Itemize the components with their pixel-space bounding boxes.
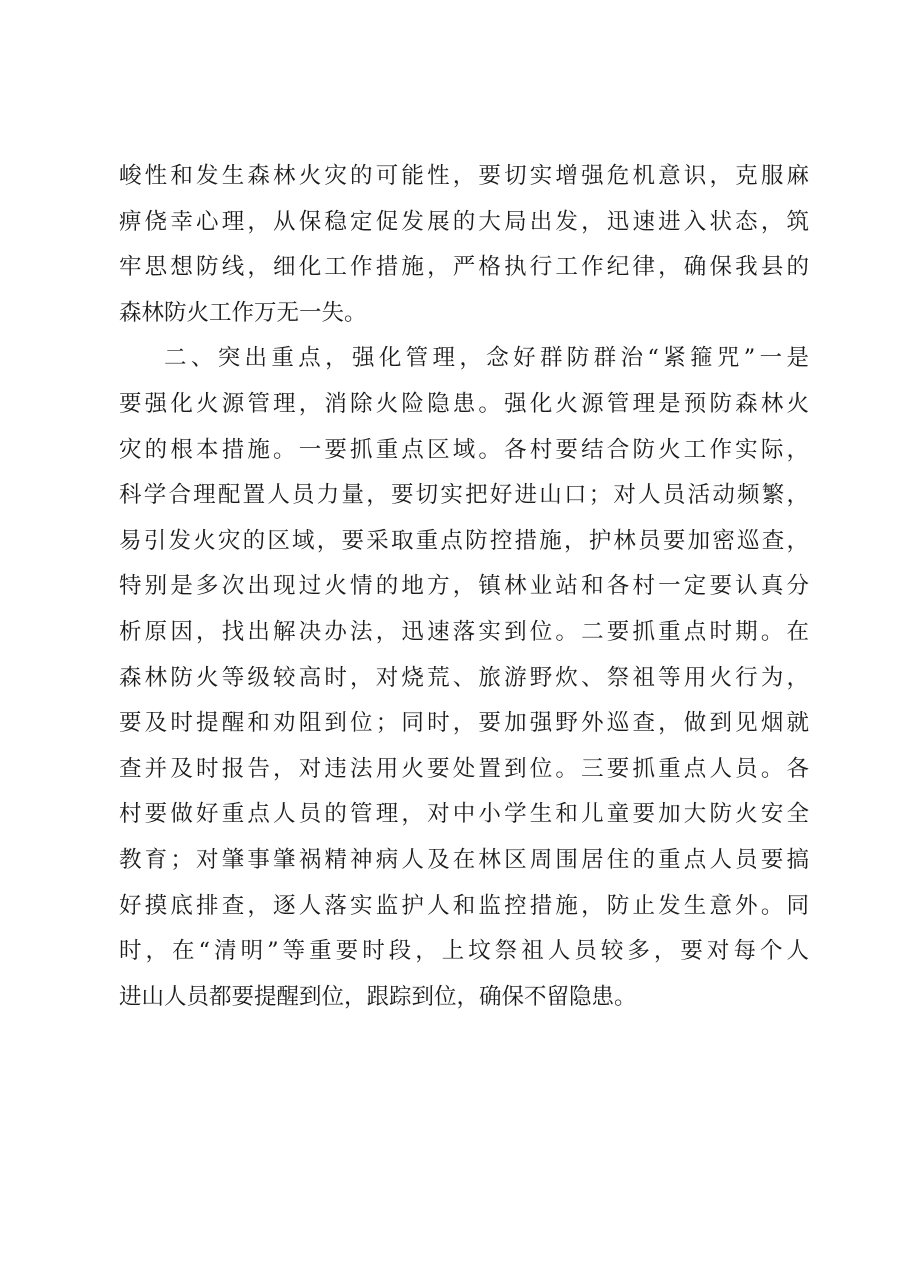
text-line: 查并及时报告，对违法用火要处置到位。三要抓重点人员。各 [119,755,809,782]
text-line: 好摸底排查，逐人落实监护人和监控措施，防止发生意外。同 [119,892,809,919]
text-line: 峻性和发生森林火灾的可能性，要切实增强危机意识，克服麻 [119,163,809,189]
text-line: 易引发火灾的区域，要采取重点防控措施，护林员要加密巡查， [119,527,809,554]
text-line: 灾的根本措施。一要抓重点区域。各村要结合防火工作实际， [119,436,809,463]
text-line: 要强化火源管理，消除火险隐患。强化火源管理是预防森林火 [119,390,809,417]
text-line: 痹侥幸心理，从保稳定促发展的大局出发，迅速进入状态，筑 [119,208,809,235]
text-line: 进山人员都要提醒到位，跟踪到位，确保不留隐患。 [119,983,637,1010]
paragraph-1 [119,154,809,336]
text-line: 牢思想防线，细化工作措施，严格执行工作纪律，确保我县的 [119,254,809,281]
text-line: 教育；对肇事肇祸精神病人及在林区周围居住的重点人员要搞 [119,846,809,873]
text-line: 科学合理配置人员力量，要切实把好进山口；对人员活动频繁， [119,482,809,509]
text-line: 村要做好重点人员的管理，对中小学生和儿童要加大防火安全 [119,801,809,828]
text-line: 特别是多次出现过火情的地方，镇林业站和各村一定要认真分 [119,573,809,600]
text-line: 森林防火等级较高时，对烧荒、旅游野炊、祭祖等用火行为， [119,664,809,691]
paragraph-2 [119,336,809,1020]
document-body [119,154,809,1020]
text-line: 二、突出重点，强化管理，念好群防群治“紧箍咒”一是 [164,345,809,372]
text-line: 森林防火工作万无一失。 [119,299,367,326]
text-line: 要及时提醒和劝阻到位；同时，要加强野外巡查，做到见烟就 [119,710,809,737]
text-line: 析原因，找出解决办法，迅速落实到位。二要抓重点时期。在 [119,618,809,645]
text-line: 时，在“清明”等重要时段，上坟祭祖人员较多，要对每个人 [119,938,809,965]
